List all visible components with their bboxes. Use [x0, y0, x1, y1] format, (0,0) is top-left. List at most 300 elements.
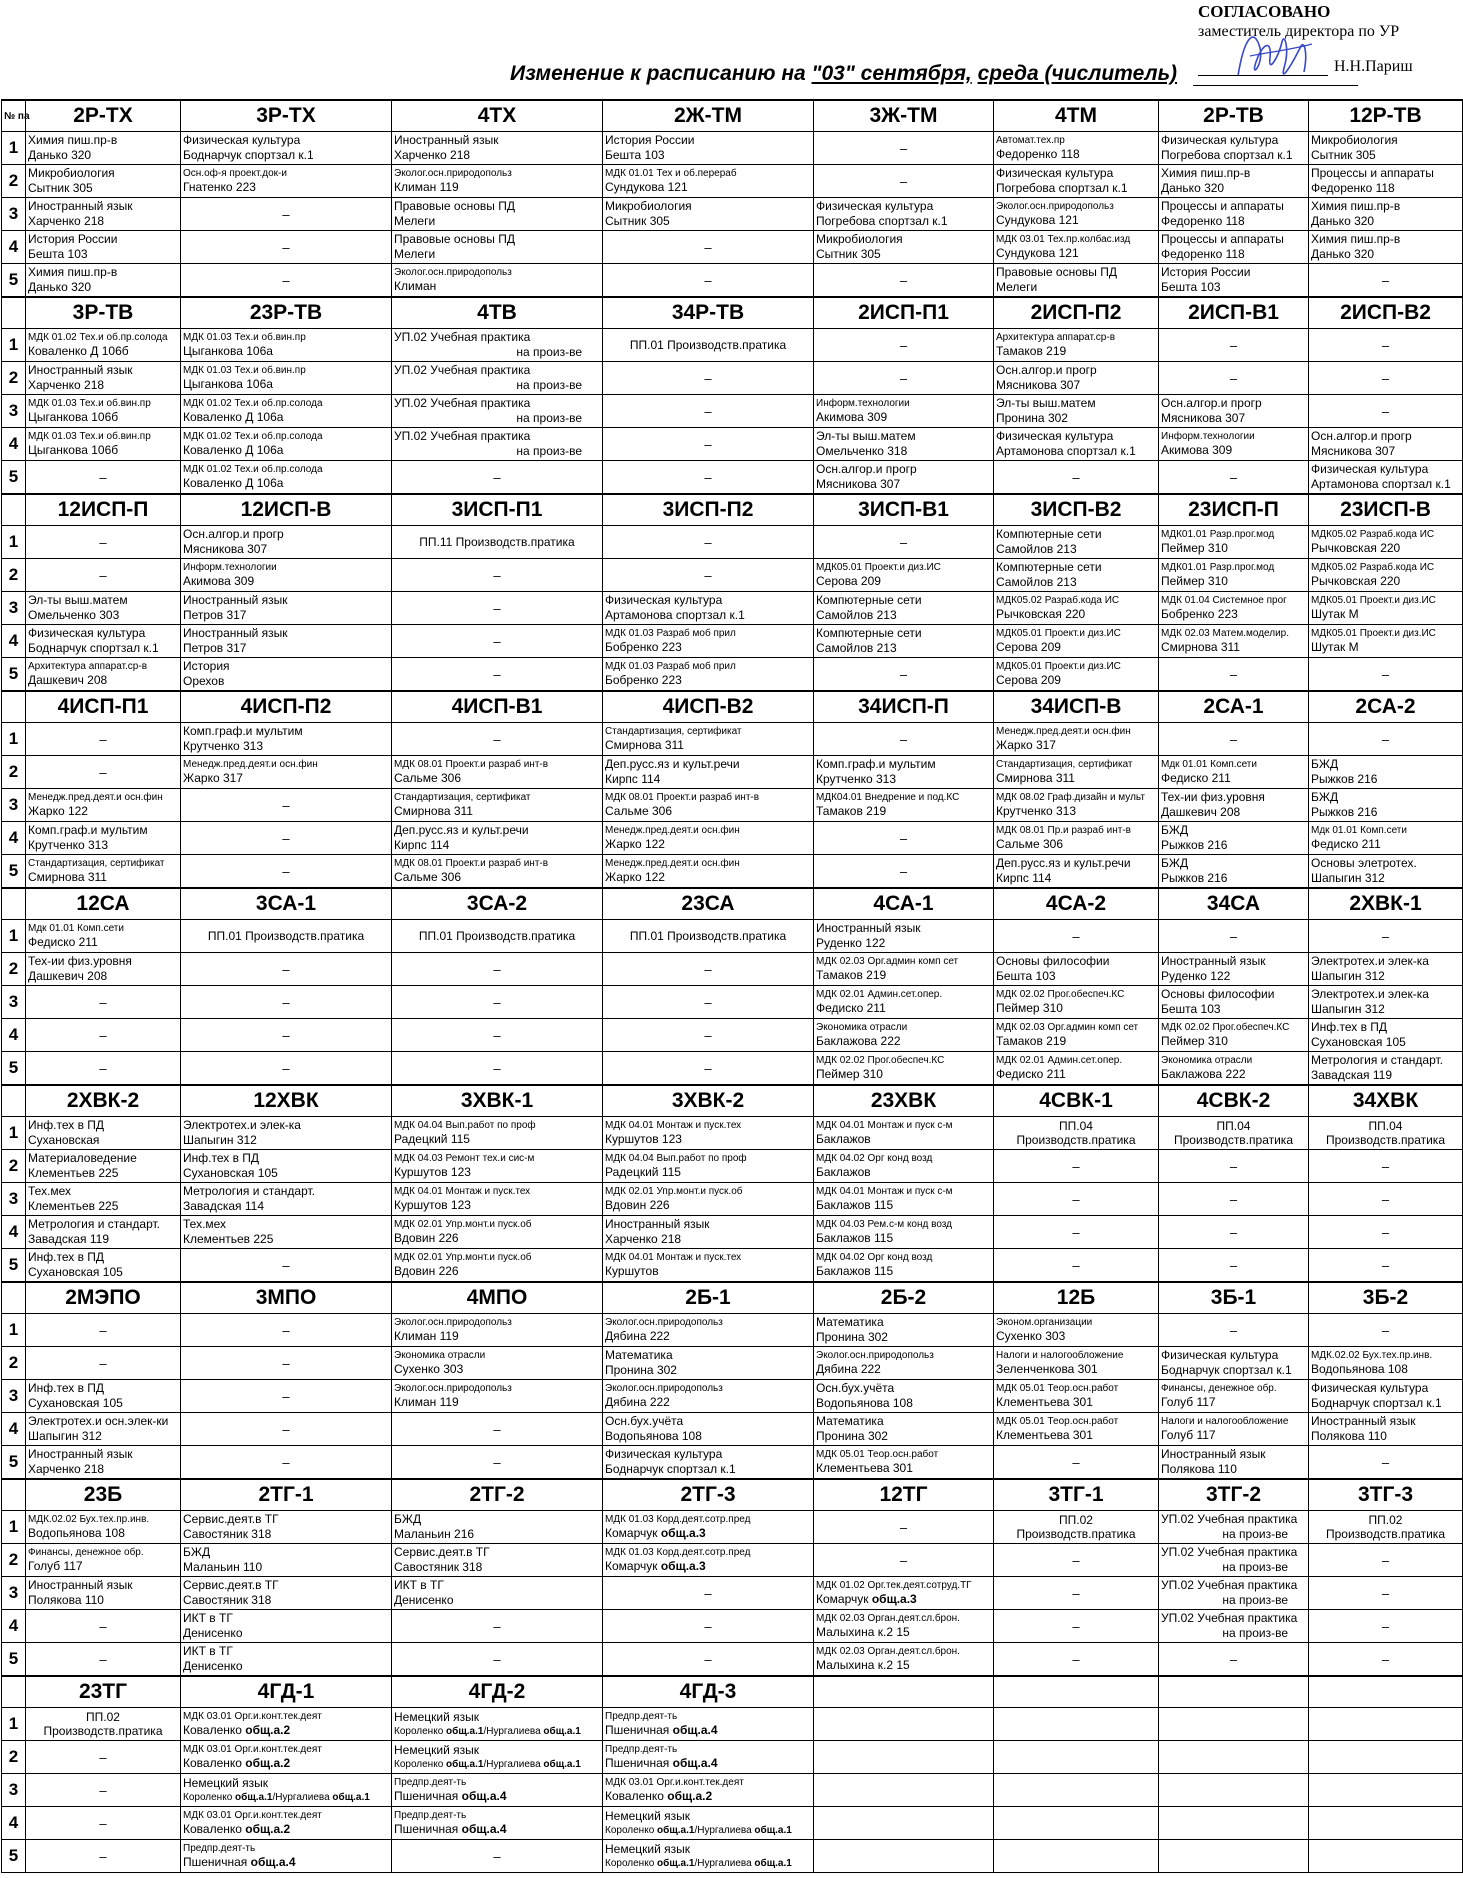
lesson-subject: МДК 03.01 Тех.пр.колбас.изд — [996, 234, 1131, 245]
pair-number: 3 — [2, 1774, 26, 1807]
lesson-subject: Осн.алгор.и прогр — [1161, 396, 1262, 410]
lesson-cell: – — [181, 855, 392, 889]
lesson-row — [2, 1708, 1463, 1741]
lesson-cell: – — [994, 1183, 1159, 1216]
lesson-teacher: Сухановская 105 — [28, 1265, 123, 1279]
lesson-cell: – — [1159, 1150, 1309, 1183]
lesson-teacher: Баклажов 115 — [816, 1264, 894, 1278]
lesson-cell — [1159, 165, 1309, 198]
pair-number-header — [2, 494, 26, 526]
lesson-cell — [603, 1413, 814, 1446]
lesson-cell: – — [603, 461, 814, 495]
room-label: общ.а.3 — [660, 1526, 706, 1540]
lesson-cell: – — [26, 1774, 181, 1807]
lesson-subject: Немецкий язык — [394, 1710, 480, 1724]
lesson-cell — [1159, 1840, 1309, 1873]
lesson-subject: Химия пиш.пр-в — [28, 265, 118, 279]
group-name: 2ХВК-2 — [26, 1085, 181, 1117]
lesson-teacher: Производств.пратика — [1016, 1527, 1136, 1541]
lesson-cell — [814, 1577, 994, 1610]
lesson-cell: – — [1159, 461, 1309, 495]
lesson-cell — [392, 329, 603, 362]
lesson-cell — [994, 1807, 1159, 1840]
lesson-teacher: на произ-ве — [516, 411, 582, 425]
lesson-row — [2, 1216, 1463, 1249]
lesson-cell — [26, 428, 181, 461]
lesson-cell — [994, 1347, 1159, 1380]
lesson-cell — [603, 1183, 814, 1216]
group-name: 12Б — [994, 1282, 1159, 1314]
pair-number: 5 — [2, 1840, 26, 1873]
group-name: 12Р-ТВ — [1309, 100, 1463, 132]
lesson-teacher: Вдовин 226 — [394, 1231, 459, 1245]
lesson-cell: – — [26, 1052, 181, 1086]
lesson-subject: МДК 02.03 Орган.деят.сл.брон. — [816, 1613, 960, 1624]
lesson-subject: Электротех.и элек-ка — [183, 1118, 301, 1132]
lesson-teacher: Денисенко — [183, 1626, 243, 1640]
lesson-cell: – — [1309, 1446, 1463, 1480]
lesson-subject: Инф.тех в ПД — [28, 1250, 105, 1264]
group-name: 3ТГ-3 — [1309, 1479, 1463, 1511]
pair-number: 2 — [2, 1347, 26, 1380]
group-name: 4ТХ — [392, 100, 603, 132]
lesson-subject: МДК 08.02 Граф.дизайн и мульт — [996, 792, 1145, 803]
lesson-subject: Химия пиш.пр-в — [1311, 199, 1401, 213]
group-header-row — [2, 888, 1463, 920]
lesson-cell — [1309, 855, 1463, 889]
lesson-cell — [181, 1544, 392, 1577]
lesson-cell — [26, 1117, 181, 1150]
room-label: общ.а.4 — [250, 1855, 296, 1869]
lesson-teacher: Пшеничная общ.а.4 — [394, 1822, 507, 1836]
lesson-cell — [392, 1216, 603, 1249]
pair-number: 5 — [2, 264, 26, 298]
group-header-row — [2, 1479, 1463, 1511]
lesson-subject: МДК 02.01 Упр.монт.и пуск.об — [394, 1219, 532, 1230]
lesson-cell — [1309, 1413, 1463, 1446]
lesson-teacher: Малыхина к.2 15 — [816, 1658, 910, 1672]
lesson-row — [2, 1511, 1463, 1544]
lesson-teacher: Голуб 117 — [1161, 1428, 1216, 1442]
lesson-teacher: Петров 317 — [183, 641, 247, 655]
lesson-teacher: Мелеги — [996, 280, 1038, 294]
group-name: 12ИСП-П — [26, 494, 181, 526]
lesson-subject: БЖД — [1311, 757, 1339, 771]
lesson-subject: ПП.04 — [1368, 1119, 1403, 1133]
lesson-subject: История России — [605, 133, 695, 147]
lesson-cell — [26, 625, 181, 658]
lesson-cell — [392, 1117, 603, 1150]
lesson-cell — [181, 1643, 392, 1677]
lesson-cell — [814, 1150, 994, 1183]
lesson-subject: Комп.граф.и мультим — [816, 757, 936, 771]
lesson-cell — [994, 362, 1159, 395]
lesson-teacher: Вдовин 226 — [605, 1198, 670, 1212]
lesson-subject: МДК 02.02 Прог.обеспеч.КС — [996, 989, 1125, 1000]
pair-number: 2 — [2, 362, 26, 395]
pair-number: 3 — [2, 395, 26, 428]
lesson-cell: – — [1159, 1249, 1309, 1283]
group-header-row — [2, 494, 1463, 526]
lesson-cell — [1309, 625, 1463, 658]
lesson-subject: Стандартизация, сертификат — [996, 759, 1133, 770]
lesson-subject: Инф.тех в ПД — [28, 1381, 105, 1395]
lesson-cell — [181, 1840, 392, 1873]
lesson-cell — [603, 1741, 814, 1774]
lesson-subject: Осн.оф-я проект.док-и — [183, 168, 287, 179]
lesson-subject: Микробиология — [28, 166, 115, 180]
lesson-cell: – — [1309, 1610, 1463, 1643]
lesson-teacher: Бешта 103 — [605, 148, 665, 162]
lesson-cell — [1159, 1019, 1309, 1052]
lesson-cell — [392, 1347, 603, 1380]
pair-number-header — [2, 297, 26, 329]
lesson-subject: Физическая культура — [1311, 1381, 1429, 1395]
pair-number: 1 — [2, 329, 26, 362]
lesson-subject: Предпр.деят-ть — [183, 1843, 256, 1854]
lesson-teacher: Сухановская — [28, 1133, 100, 1147]
lesson-teacher: Савостяник 318 — [183, 1593, 272, 1607]
lesson-cell: – — [181, 1249, 392, 1283]
pair-number: 1 — [2, 1708, 26, 1741]
lesson-teacher: Пшеничная общ.а.4 — [394, 1789, 507, 1803]
lesson-subject: Немецкий язык — [394, 1743, 480, 1757]
lesson-subject: Иностранный язык — [394, 133, 499, 147]
lesson-cell — [181, 1577, 392, 1610]
lesson-subject: МДК05.01 Проект.и диз.ИС — [996, 661, 1121, 672]
lesson-subject: Эколог.осн.природопольз — [816, 1350, 934, 1361]
lesson-cell — [1309, 165, 1463, 198]
lesson-cell: – — [1309, 1249, 1463, 1283]
lesson-teacher: Погребова спортзал к.1 — [816, 214, 948, 228]
lesson-cell — [26, 658, 181, 692]
lesson-subject: Менедж.пред.деят.и осн.фин — [605, 858, 740, 869]
lesson-teacher: Коваленко Д 106а — [183, 443, 284, 457]
lesson-cell — [814, 592, 994, 625]
lesson-cell: – — [1159, 1183, 1309, 1216]
lesson-teacher: Бешта 103 — [28, 247, 88, 261]
lesson-cell — [994, 855, 1159, 889]
lesson-cell — [181, 1610, 392, 1643]
lesson-subject: Эл-ты выш.матем — [816, 429, 916, 443]
lesson-cell — [1159, 756, 1309, 789]
lesson-subject: Правовые основы ПД — [394, 199, 515, 213]
room-label: общ.а.4 — [672, 1723, 718, 1737]
lesson-cell — [26, 1511, 181, 1544]
lesson-teacher: Артамонова спортзал к.1 — [996, 444, 1136, 458]
lesson-teacher: Бобренко 223 — [1161, 607, 1238, 621]
lesson-teacher: Рыжков 216 — [1161, 838, 1228, 852]
lesson-cell — [994, 1511, 1159, 1544]
lesson-row — [2, 1380, 1463, 1413]
lesson-cell — [181, 165, 392, 198]
lesson-cell — [994, 395, 1159, 428]
lesson-teacher: Боднарчук спортзал к.1 — [605, 1462, 736, 1476]
lesson-subject: Комп.граф.и мультим — [28, 823, 148, 837]
lesson-teacher: Полякова 110 — [28, 1593, 104, 1607]
lesson-subject: Экономика отрасли — [816, 1022, 908, 1033]
lesson-subject: Процессы и аппараты — [1161, 232, 1284, 246]
lesson-cell: – — [181, 953, 392, 986]
lesson-cell — [994, 1741, 1159, 1774]
lesson-cell: – — [26, 1314, 181, 1347]
lesson-cell: – — [1309, 723, 1463, 756]
lesson-cell: – — [1309, 264, 1463, 298]
lesson-teacher: Дашкевич 208 — [28, 969, 108, 983]
lesson-cell — [1159, 1347, 1309, 1380]
group-name: 2ХВК-1 — [1309, 888, 1463, 920]
group-name: 2ИСП-В2 — [1309, 297, 1463, 329]
pair-number: 4 — [2, 1019, 26, 1052]
lesson-teacher: Пшеничная общ.а.4 — [183, 1855, 296, 1869]
lesson-cell — [814, 1249, 994, 1283]
lesson-row — [2, 1249, 1463, 1283]
lesson-cell — [1159, 1446, 1309, 1480]
lesson-cell — [994, 1413, 1159, 1446]
lesson-cell — [181, 428, 392, 461]
lesson-subject: МДК 02.02 Прог.обеспеч.КС — [816, 1055, 945, 1066]
lesson-teacher: Омельченко 303 — [28, 608, 120, 622]
approval-position: заместитель директора по УР — [1198, 23, 1400, 40]
lesson-teacher: Маланьин 110 — [183, 1560, 263, 1574]
lesson-cell — [603, 789, 814, 822]
lesson-teacher: Крутченко 313 — [28, 838, 108, 852]
lesson-teacher: Баклажов — [816, 1132, 871, 1146]
lesson-subject: Правовые основы ПД — [394, 232, 515, 246]
lesson-cell: – — [392, 625, 603, 658]
lesson-cell: – — [26, 559, 181, 592]
lesson-cell: – — [181, 1019, 392, 1052]
room-label: общ.а.2 — [245, 1723, 291, 1737]
lesson-cell — [26, 1544, 181, 1577]
lesson-cell: – — [181, 1052, 392, 1086]
lesson-cell: – — [814, 132, 994, 165]
lesson-subject: МДК 08.01 Проект.и разраб инт-в — [605, 792, 760, 803]
group-name: 3СА-2 — [392, 888, 603, 920]
group-name: 4ТВ — [392, 297, 603, 329]
lesson-row — [2, 1347, 1463, 1380]
lesson-cell: – — [1159, 723, 1309, 756]
group-name: 23ИСП-П — [1159, 494, 1309, 526]
lesson-teacher: Руденко 122 — [1161, 969, 1231, 983]
lesson-teacher: Серова 209 — [996, 673, 1061, 687]
lesson-teacher: Шапыгин 312 — [1311, 1002, 1385, 1016]
lesson-subject: ПП.04 — [1059, 1119, 1093, 1133]
lesson-cell — [814, 428, 994, 461]
group-name: 3Б-1 — [1159, 1282, 1309, 1314]
lesson-row — [2, 1544, 1463, 1577]
group-name: 4ИСП-П1 — [26, 691, 181, 723]
lesson-teacher: Цыганкова 106а — [183, 344, 273, 358]
lesson-teacher: Голуб 117 — [1161, 1395, 1216, 1409]
lesson-cell: – — [1159, 362, 1309, 395]
lesson-cell: – — [814, 1544, 994, 1577]
lesson-teacher: Рычковская 220 — [996, 607, 1086, 621]
lesson-teacher: Сытник 305 — [28, 181, 93, 195]
lesson-row — [2, 723, 1463, 756]
lesson-cell: – — [26, 461, 181, 495]
pair-number: 5 — [2, 1643, 26, 1677]
lesson-teacher: Рычковская 220 — [1311, 574, 1401, 588]
lesson-teacher: Пеймер 310 — [1161, 574, 1228, 588]
lesson-cell: – — [994, 1216, 1159, 1249]
group-name: 2Р-ТХ — [26, 100, 181, 132]
lesson-subject: ИКТ в ТГ — [183, 1611, 233, 1625]
lesson-subject: Стандартизация, сертификат — [394, 792, 531, 803]
lesson-cell: – — [603, 559, 814, 592]
lesson-teacher: Денисенко — [183, 1659, 243, 1673]
lesson-cell — [1159, 132, 1309, 165]
lesson-cell — [181, 1774, 392, 1807]
lesson-subject: МДК 02.01 Админ.сет.опер. — [996, 1055, 1123, 1066]
lesson-cell — [181, 1150, 392, 1183]
lesson-teacher: Мелеги — [394, 214, 436, 228]
group-name: 34ХВК — [1309, 1085, 1463, 1117]
lesson-cell — [181, 1807, 392, 1840]
lesson-cell — [392, 428, 603, 461]
lesson-teacher: Смирнова 311 — [1161, 640, 1240, 654]
lesson-teacher: Баклажов 115 — [816, 1198, 894, 1212]
lesson-cell: – — [181, 1413, 392, 1446]
lesson-cell — [392, 1380, 603, 1413]
lesson-subject: МДК 01.03 Тех.и об.вин.пр — [28, 398, 151, 409]
lesson-cell — [392, 1577, 603, 1610]
lesson-teacher: Жарко 317 — [183, 771, 243, 785]
lesson-cell — [814, 1183, 994, 1216]
lesson-cell — [994, 756, 1159, 789]
lesson-subject: Архитектура аппарат.ср-в — [28, 661, 148, 672]
lesson-cell — [1309, 986, 1463, 1019]
pair-number-header — [2, 691, 26, 723]
lesson-subject: МДК 02.01 Админ.сет.опер. — [816, 989, 943, 1000]
lesson-teacher: Руденко 122 — [816, 936, 886, 950]
lesson-teacher: Шутак М — [1311, 640, 1359, 654]
lesson-teacher: Шапыгин 312 — [1311, 969, 1385, 983]
lesson-cell — [603, 658, 814, 692]
group-name: 2Б-2 — [814, 1282, 994, 1314]
lesson-cell — [26, 789, 181, 822]
lesson-teacher: Рычковская 220 — [1311, 541, 1401, 555]
lesson-cell — [26, 395, 181, 428]
pair-number: 5 — [2, 1446, 26, 1480]
lesson-teacher: Пеймер 310 — [1161, 1034, 1228, 1048]
lesson-subject: Деп.русс.яз и культ.речи — [996, 856, 1131, 870]
lesson-subject: МДК01.01 Разр.прог.мод — [1161, 562, 1275, 573]
lesson-cell — [1309, 1019, 1463, 1052]
lesson-teacher: Пронина 302 — [816, 1429, 888, 1443]
lesson-cell — [392, 1741, 603, 1774]
lesson-teacher: Мясникова 307 — [1161, 411, 1246, 425]
lesson-cell — [814, 1446, 994, 1480]
lesson-cell — [1159, 526, 1309, 559]
lesson-subject: Инф.тех в ПД — [1311, 1020, 1388, 1034]
lesson-teacher: Федоренко 118 — [1161, 214, 1245, 228]
lesson-teacher: Смирнова 311 — [28, 870, 107, 884]
lesson-cell: – — [994, 461, 1159, 495]
lesson-teacher: Харченко 218 — [28, 214, 105, 228]
title-date: "03" сентября, — [811, 62, 972, 85]
room-label: общ.а.4 — [672, 1756, 718, 1770]
lesson-subject: Процессы и аппараты — [1311, 166, 1434, 180]
lesson-row — [2, 428, 1463, 461]
lesson-teacher: Сундукова 121 — [605, 180, 688, 194]
lesson-cell — [814, 756, 994, 789]
lesson-teacher: Шапыгин 312 — [1311, 871, 1385, 885]
lesson-teacher: Пеймер 310 — [816, 1067, 883, 1081]
lesson-subject: МДК05.01 Проект.и диз.ИС — [1311, 595, 1436, 606]
group-name: 3ТГ-1 — [994, 1479, 1159, 1511]
lesson-subject: Компютерные сети — [996, 527, 1102, 541]
lesson-cell: – — [1159, 1314, 1309, 1347]
lesson-cell — [392, 1544, 603, 1577]
lesson-cell — [181, 723, 392, 756]
lesson-cell: – — [994, 1577, 1159, 1610]
lesson-cell: ПП.01 Производств.пратика — [392, 920, 603, 953]
lesson-subject: МДК 01.03 Корд.деят.сотр.пред — [605, 1514, 751, 1525]
pair-number: 4 — [2, 231, 26, 264]
lesson-cell: – — [814, 658, 994, 692]
lesson-teacher: Данько 320 — [28, 148, 92, 162]
lesson-cell: – — [26, 526, 181, 559]
lesson-teacher: Акимова 309 — [183, 574, 255, 588]
lesson-cell: – — [26, 1347, 181, 1380]
lesson-subject: БЖД — [1161, 856, 1189, 870]
lesson-row — [2, 1150, 1463, 1183]
lesson-cell — [1159, 1413, 1309, 1446]
lesson-teacher: Погребова спортзал к.1 — [996, 181, 1128, 195]
approval-name: Н.Н.Париш — [1334, 58, 1413, 75]
lesson-row — [2, 1314, 1463, 1347]
lesson-cell — [26, 953, 181, 986]
group-name: 2ИСП-В1 — [1159, 297, 1309, 329]
pair-number-header — [2, 1676, 26, 1708]
group-name: 3СА-1 — [181, 888, 392, 920]
lesson-cell: – — [814, 1511, 994, 1544]
lesson-teacher: Короленко общ.а.1/Нургалиева общ.а.1 — [183, 1792, 370, 1803]
lesson-subject: Правовые основы ПД — [996, 265, 1117, 279]
lesson-cell — [603, 1314, 814, 1347]
room-label: общ.а.2 — [667, 1789, 713, 1803]
lesson-teacher: Жарко 317 — [996, 738, 1056, 752]
lesson-subject: МДК 04.03 Ремонт тех.и сис-м — [394, 1153, 535, 1164]
lesson-cell — [1309, 756, 1463, 789]
lesson-teacher: Производств.пратика — [1016, 1133, 1136, 1147]
lesson-cell: – — [994, 1446, 1159, 1480]
lesson-subject: Тех-ии физ.уровня — [28, 954, 132, 968]
group-name: 23СА — [603, 888, 814, 920]
group-name — [1309, 1676, 1463, 1708]
lesson-cell: – — [1309, 395, 1463, 428]
lesson-row — [2, 329, 1463, 362]
lesson-cell — [1159, 625, 1309, 658]
pair-number: 2 — [2, 756, 26, 789]
lesson-cell: – — [392, 461, 603, 495]
lesson-subject: МДК 01.03 Разраб моб прил — [605, 628, 736, 639]
lesson-cell: – — [26, 1840, 181, 1873]
lesson-cell — [994, 231, 1159, 264]
lesson-cell — [1309, 559, 1463, 592]
lesson-cell: – — [26, 756, 181, 789]
group-name: 4СВК-1 — [994, 1085, 1159, 1117]
group-name: 12ХВК — [181, 1085, 392, 1117]
lesson-subject: Предпр.деят-ть — [394, 1810, 467, 1821]
lesson-subject: УП.02 Учебная практика — [394, 330, 531, 344]
lesson-teacher: Самойлов 213 — [996, 575, 1077, 589]
lesson-cell — [994, 592, 1159, 625]
lesson-cell — [181, 658, 392, 692]
lesson-teacher: Пронина 302 — [605, 1363, 677, 1377]
lesson-subject: МДК 05.01 Теор.осн.работ — [996, 1383, 1119, 1394]
